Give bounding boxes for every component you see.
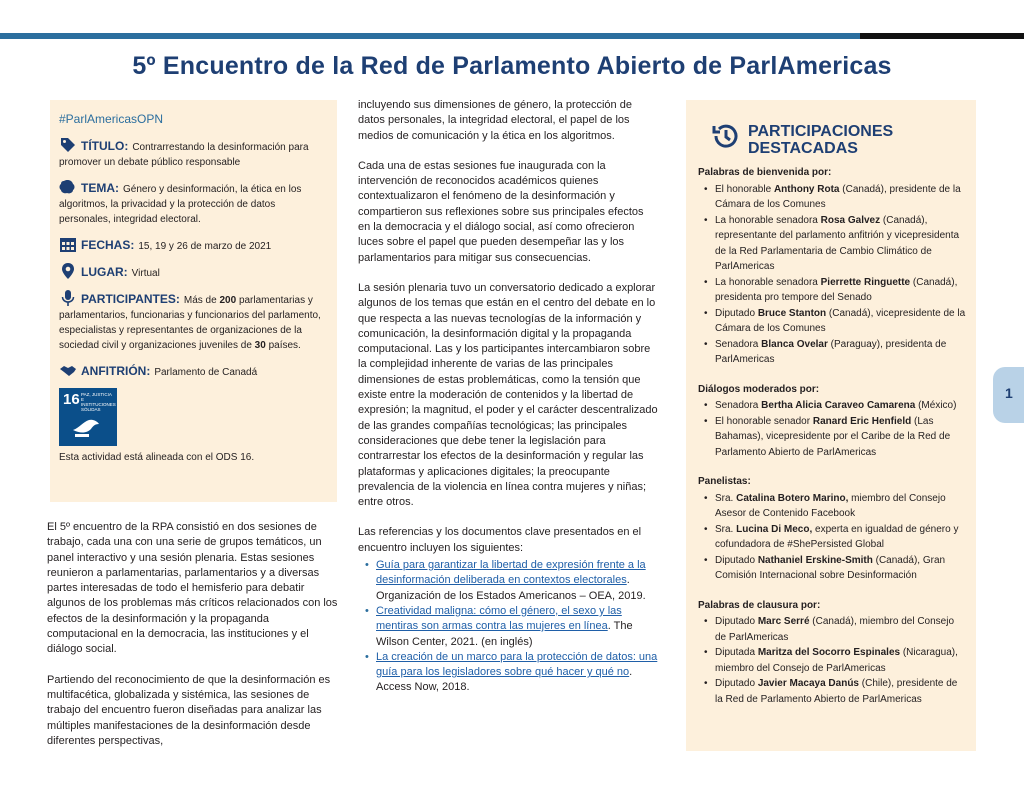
page-number-tab (993, 367, 1024, 423)
speaker-description: (Nicaragua), miembro del Consejo de ParlAmericas (715, 647, 958, 674)
reference-source: . Organización de los Estados Americanos – OEA, 2019. (376, 574, 646, 602)
speaker-item (698, 522, 966, 553)
top-rule-black (860, 33, 1024, 39)
speaker-item (698, 337, 966, 368)
speaker-role: Diputado (715, 307, 758, 319)
reference-item (358, 558, 658, 604)
speaker-description: (Chile), presidente de la Red de Parlamento Abierto de ParlAmericas (715, 678, 958, 705)
speaker-list (698, 614, 966, 707)
speaker-name: Rosa Galvez (820, 214, 881, 226)
speaker-item (698, 676, 966, 707)
speaker-item (698, 275, 966, 306)
speaker-description: (Canadá), miembro del Consejo de ParlAmericas (715, 616, 955, 643)
event-info-box (50, 100, 337, 502)
speaker-description: (Canadá), vicepresidente de la Cámara de los Comunes (715, 307, 966, 334)
paragraph: Las referencias y los documentos clave presentados en el encuentro incluyen los siguientes: (358, 526, 642, 554)
reference-link[interactable]: Creatividad maligna: cómo el género, el sexo y las mentiras son armas contra las mujeres en línea (376, 604, 622, 633)
speaker-role: Sra. (715, 492, 737, 504)
tag-icon (59, 136, 77, 154)
speaker-description: (Canadá), presidente de la Cámara de los Comunes (715, 183, 961, 210)
participaciones-box (686, 100, 976, 751)
heading-line: DESTACADAS (748, 140, 858, 157)
speaker-item (698, 398, 966, 414)
sdg-text: PAZ, JUSTICIA E INSTITUCIONES SÓLIDAS (81, 392, 116, 412)
speaker-description: (Paraguay), presidenta de ParlAmericas (715, 338, 947, 365)
lugar-label: LUGAR: (81, 265, 128, 279)
speaker-name: Blanca Ovelar (761, 338, 828, 350)
anfitrion-label: ANFITRIÓN: (81, 364, 151, 378)
speaker-role: La honorable senadora (715, 276, 821, 288)
paragraph: La sesión plenaria tuvo un conversatorio dedicado a explorar algunos de los temas que están en el centro del debate en lo que respecta a las nuevas tecnologías de la información y comunicación, la desinformación digital y la propaganda computacional. Las y los participantes intercambiaron sobre la complejidad inherente de varias de las principales dimensiones de estas problemáticas, como la tensión que existe entre la moderación de contenidos y la libertad de expresión; la magnitud, el poder y el carácter descentralizado de las grandes compañías tecnológicas; las principales consideraciones que debe tener la legislación para contrarrestar los efectos de la desinformación y regular las plataformas y aplicaciones digitales; la preocupante prevalencia de la violencia en línea contra mujeres y niñas; entre otros. (358, 281, 658, 509)
anfitrion-text: Parlamento de Canadá (154, 367, 258, 378)
body-column-1 (47, 520, 341, 764)
paragraph: Cada una de estas sesiones fue inaugurada con la intervención de reconocidos académicos quienes contextualizaron el fenómeno de la desinformación y compartieron sus reflexiones sobre sus principales efectos en la democracia y el diálogo social, así como ofrecieron luces sobre el papel que pueden desempeñar las y los parlamentarios para mitigar sus consecuencias. (358, 159, 644, 264)
speaker-role: La honorable senadora (715, 214, 821, 226)
titulo-label: TÍTULO: (81, 139, 129, 153)
speaker-list (698, 182, 966, 368)
fechas-text: 15, 19 y 26 de marzo de 2021 (138, 241, 272, 252)
handshake-icon (59, 361, 77, 379)
section-title: Panelistas: (698, 476, 751, 487)
participantes-row (59, 289, 328, 353)
speaker-description: (Canadá), Gran Comisión Internacional sobre Desinformación (715, 554, 946, 581)
top-rule-blue (0, 33, 860, 39)
speaker-role: Diputado (715, 678, 758, 689)
speaker-role: Sra. (715, 523, 737, 535)
section-title: Palabras de clausura por: (698, 599, 821, 611)
heading-line: PARTICIPACIONES (748, 123, 894, 140)
countries-count: 30 (254, 340, 266, 351)
speaker-item (698, 614, 966, 645)
anfitrion-row (59, 361, 328, 380)
speaker-role: El honorable (715, 183, 774, 195)
clock-history-icon (710, 120, 742, 152)
speaker-item (698, 645, 966, 676)
fechas-row (59, 235, 328, 254)
participaciones-section (698, 382, 966, 461)
participantes-text-a: Más de (183, 295, 217, 306)
speaker-name: Javier Macaya Danús (757, 678, 859, 689)
participaciones-heading (748, 123, 893, 157)
speaker-name: Bertha Alicia Caraveo Camarena (761, 400, 916, 411)
speaker-name: Marc Serré (757, 616, 810, 627)
speaker-name: Maritza del Socorro Espinales (757, 647, 901, 658)
speaker-role: Diputada (715, 647, 758, 658)
lugar-row (59, 262, 328, 281)
paragraph: Partiendo del reconocimiento de que la desinformación es multifacética, globalizada y sistémica, las sesiones de trabajo del encuentro fueron diseñadas para analizar las múltiples manifestaciones de la desinformación desde diferentes perspectivas, (47, 673, 331, 747)
speaker-name: Ranard Eric Henfield (812, 415, 912, 427)
speaker-item (698, 306, 966, 337)
tema-row (59, 178, 328, 227)
page-title: 5º Encuentro de la Red de Parlamento Abierto de ParlAmericas (132, 52, 892, 80)
speaker-item (698, 182, 966, 213)
speaker-role: Senadora (715, 338, 762, 350)
speaker-description: (Canadá), presidenta pro tempore del Senado (715, 276, 958, 303)
speaker-description: miembro del Consejo Asesor de Contenido Facebook (715, 492, 946, 519)
fechas-label: FECHAS: (81, 238, 135, 252)
speaker-item (698, 414, 966, 461)
references-list (358, 558, 658, 696)
participaciones-header (698, 100, 966, 165)
speaker-name: Lucina Di Meco, (736, 523, 813, 535)
participantes-text-c: países. (268, 340, 301, 351)
speaker-name: Pierrette Ringuette (820, 276, 911, 288)
tema-label: TEMA: (81, 181, 119, 195)
calendar-icon (59, 235, 77, 253)
participaciones-section (698, 474, 966, 584)
speaker-name: Anthony Rota (773, 183, 840, 195)
speaker-list (698, 398, 966, 460)
hashtag: #ParlAmericasOPN (59, 112, 164, 126)
tema-text: Género y desinformación, la ética en los algoritmos, la privacidad y la protección de datos personales, integridad electoral. (59, 184, 302, 225)
location-pin-icon (59, 262, 77, 280)
titulo-row (59, 136, 328, 170)
speaker-item (698, 553, 966, 584)
speaker-role: Senadora (715, 400, 762, 411)
paragraph: El 5º encuentro de la RPA consistió en dos sesiones de trabajo, cada una con una serie de grupos temáticos, un panel interactivo y una sesión plenaria. Estas sesiones reunieron a parlamentarias, parlamentarios y a diversas partes interesadas de todo el hemisferio para debatir algunos de los problemas más críticos relacionados con los efectos de la desinformación y la propaganda computacional en la democracia, las instituciones y el diálogo social. (47, 521, 338, 656)
sdg-number: 16 (63, 391, 80, 408)
speaker-description: (México) (915, 400, 957, 411)
page-number: 1 (1005, 385, 1013, 401)
speaker-description: (Las Bahamas), vicepresidente por el Caribe de la Red de Parlamento Abierto de ParlAmericas (715, 415, 951, 458)
section-title: Palabras de bienvenida por: (698, 167, 832, 178)
paragraph: incluyendo sus dimensiones de género, la protección de datos personales, la integridad electoral, el papel de los medios de comunicación y la ética en los algoritmos. (358, 99, 632, 142)
participaciones-section (698, 598, 966, 708)
brain-icon (59, 178, 77, 196)
sdg-16-logo (59, 388, 117, 446)
participaciones-section (698, 165, 966, 368)
speaker-role: El honorable senador (715, 415, 813, 427)
speaker-item (698, 213, 966, 275)
speaker-name: Catalina Botero Marino, (736, 492, 849, 504)
speaker-description: (Canadá), representante del parlamento anfitrión y vicepresidenta de la Red Parlamentaria de Cambio Climático de ParlAmericas (715, 214, 960, 272)
microphone-icon (59, 289, 77, 307)
participaciones-sections (698, 165, 966, 707)
titulo-text: Contrarrestando la desinformación para promover un debate público responsable (59, 142, 309, 168)
section-title: Diálogos moderados por: (698, 383, 820, 395)
reference-link[interactable]: La creación de un marco para la protección de datos: una guía para los legisladores sobre qué hacer y qué no (376, 650, 658, 679)
reference-item (358, 650, 658, 696)
participantes-count: 200 (219, 295, 237, 306)
speaker-name: Bruce Stanton (757, 307, 827, 319)
speaker-item (698, 491, 966, 522)
speaker-name: Nathaniel Erskine-Smith (757, 554, 873, 566)
lugar-text: Virtual (131, 268, 160, 279)
reference-source: . The Wilson Center, 2021. (en inglés) (376, 620, 633, 648)
speaker-role: Diputado (715, 616, 758, 627)
participantes-text-b: parlamentarias y parlamentarios, funcionarias y funcionarios del parlamento, especialistas y representantes de organizaciones de la sociedad civil y organizaciones juveniles de (59, 295, 321, 351)
body-column-2 (358, 98, 658, 696)
reference-item (358, 604, 658, 650)
sdg-alignment-note: Esta actividad está alineada con el ODS 16. (59, 452, 255, 463)
dove-gavel-icon (69, 412, 107, 442)
speaker-list (698, 491, 966, 584)
speaker-description: experta en igualdad de género y cofundadora de #ShePersisted Global (715, 523, 959, 550)
speaker-role: Diputado (715, 554, 758, 566)
reference-link[interactable]: Guía para garantizar la libertad de expresión frente a la desinformación deliberada en contextos electorales (376, 559, 646, 587)
participantes-label: PARTICIPANTES: (81, 292, 180, 306)
reference-source: . Access Now, 2018. (376, 666, 633, 694)
